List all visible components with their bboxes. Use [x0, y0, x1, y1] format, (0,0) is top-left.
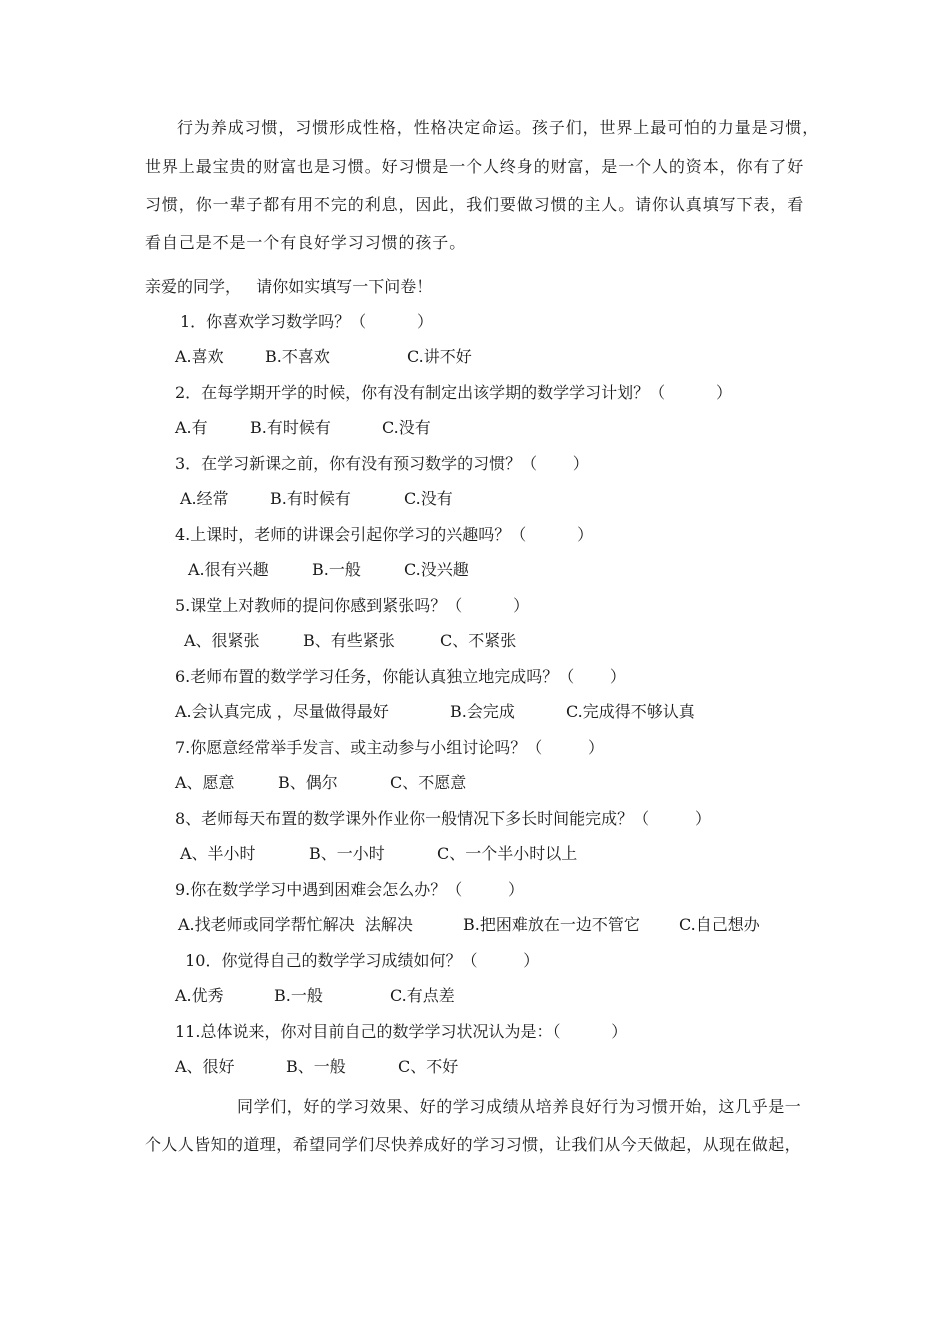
question-text: 11.总体说来，你对目前自己的数学学习状况认为是：（ ） [175, 1022, 628, 1041]
answer-option: A.会认真完成 ，尽量做得最好 [175, 702, 389, 721]
answer-option: B.不喜欢 [265, 347, 330, 366]
answer-option: B、一般 [286, 1057, 346, 1076]
answer-option: C.没兴趣 [404, 560, 469, 579]
closing-line: 个人人皆知的道理，希望同学们尽快养成好的学习习惯，让我们从今天做起，从现在做起， [145, 1135, 802, 1154]
answer-option: B.会完成 [450, 702, 515, 721]
intro-line: 习惯，你一辈子都有用不完的利息，因此，我们要做习惯的主人。请你认真填写下表，看 [145, 195, 805, 214]
intro-line: 看自己是不是一个有良好学习习惯的孩子。 [145, 233, 467, 252]
intro-line: 行为养成习惯，习惯形成性格，性格决定命运。孩子们，世界上最可怕的力量是习惯， [177, 118, 820, 137]
answer-option: C、一个半小时以上 [437, 844, 578, 863]
closing-line: 同学们，好的学习效果、好的学习成绩从培养良好行为习惯开始，这几乎是一 [237, 1097, 802, 1116]
question-text: 9.你在数学学习中遇到困难会怎么办？（ ） [175, 880, 525, 899]
answer-option: B.一般 [274, 986, 323, 1005]
question-text: 3．在学习新课之前，你有没有预习数学的习惯？（ ） [175, 454, 589, 473]
answer-option: A.喜欢 [175, 347, 224, 366]
answer-option: A.找老师或同学帮忙解决 法解决 [178, 915, 413, 934]
answer-option: B.有时候有 [250, 418, 331, 437]
question-text: 2．在每学期开学的时候，你有没有制定出该学期的数学学习计划？（ ） [175, 383, 733, 402]
answer-option: B.一般 [312, 560, 361, 579]
answer-option: C、不好 [398, 1057, 459, 1076]
answer-option: B、一小时 [309, 844, 385, 863]
intro-line: 世界上最宝贵的财富也是习惯。好习惯是一个人终身的财富，是一个人的资本，你有了好 [145, 157, 805, 176]
answer-option: A、愿意 [175, 773, 235, 792]
answer-option: C.有点差 [390, 986, 455, 1005]
answer-option: A.很有兴趣 [188, 560, 269, 579]
answer-option: A、半小时 [180, 844, 256, 863]
question-text: 1．你喜欢学习数学吗？（ ） [180, 312, 434, 331]
question-text: 7.你愿意经常举手发言、或主动参与小组讨论吗？（ ） [175, 738, 605, 757]
answer-option: C.讲不好 [407, 347, 472, 366]
answer-option: A.经常 [180, 489, 229, 508]
greeting: 亲爱的同学， 请你如实填写一下问卷！ [145, 277, 433, 296]
answer-option: A、很好 [175, 1057, 235, 1076]
answer-option: C.自己想办 [679, 915, 760, 934]
answer-option: B、有些紧张 [303, 631, 395, 650]
answer-option: A.有 [175, 418, 208, 437]
answer-option: A、很紧张 [184, 631, 260, 650]
answer-option: B.把困难放在一边不管它 [463, 915, 640, 934]
answer-option: B、偶尔 [278, 773, 338, 792]
answer-option: C.完成得不够认真 [566, 702, 695, 721]
question-text: 5.课堂上对教师的提问你感到紧张吗？（ ） [175, 596, 530, 615]
answer-option: C、不紧张 [440, 631, 517, 650]
answer-option: C.没有 [382, 418, 431, 437]
answer-option: C、不愿意 [390, 773, 467, 792]
answer-option: C.没有 [404, 489, 453, 508]
question-text: 6.老师布置的数学学习任务，你能认真独立地完成吗？（ ） [175, 667, 626, 686]
question-text: 4.上课时，老师的讲课会引起你学习的兴趣吗？（ ） [175, 525, 594, 544]
question-text: 8、老师每天布置的数学课外作业你一般情况下多长时间能完成？（ ） [175, 809, 711, 828]
answer-option: B.有时候有 [270, 489, 351, 508]
answer-option: A.优秀 [175, 986, 224, 1005]
question-text: 10．你觉得自己的数学学习成绩如何？（ ） [180, 951, 540, 970]
